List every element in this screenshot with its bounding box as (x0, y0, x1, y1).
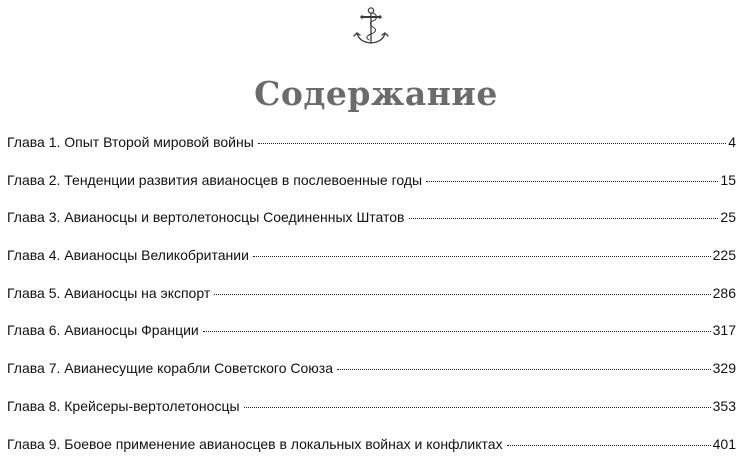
toc-entry-5[interactable] (7, 284, 736, 322)
toc-entry-label: Глава 6. Авианосцы Франции (7, 322, 199, 339)
dot-leader (337, 369, 711, 370)
toc-entry-page: 286 (712, 284, 736, 301)
dot-leader (258, 143, 726, 144)
toc-entry-label: Глава 4. Авианосцы Великобритании (7, 247, 249, 264)
dot-leader (253, 256, 711, 257)
toc-entry-page: 401 (712, 435, 736, 452)
toc-entry-3[interactable] (7, 208, 736, 246)
dot-leader (426, 181, 718, 182)
toc-entry-6[interactable] (7, 321, 736, 359)
toc-entry-1[interactable] (7, 133, 736, 171)
toc-entry-label: Глава 1. Опыт Второй мировой войны (7, 134, 254, 150)
toc-entry-page: 317 (712, 322, 736, 339)
toc-entry-page: 353 (712, 397, 736, 414)
toc-entry-2[interactable] (7, 171, 736, 209)
toc-entry-label: Глава 5. Авианосцы на экспорт (7, 284, 211, 301)
toc-entry-4[interactable] (7, 246, 736, 284)
toc-entry-page: 25 (720, 209, 736, 226)
dot-leader (214, 294, 710, 295)
table-of-contents (7, 133, 736, 472)
toc-entry-8[interactable] (7, 397, 736, 435)
dot-leader (203, 331, 711, 332)
dot-leader (507, 445, 711, 446)
toc-entry-page: 329 (712, 360, 736, 377)
dot-leader (409, 218, 719, 219)
toc-entry-page: 225 (712, 247, 736, 264)
toc-entry-label: Глава 9. Боевое применение авианосцев в локальных войнах и конфликтах (7, 435, 503, 452)
toc-entry-7[interactable] (7, 359, 736, 397)
toc-entry-label: Глава 3. Авианосцы и вертолетоносцы Соединенных Штатов (7, 209, 405, 226)
toc-entry-label: Глава 2. Тенденции развития авианосцев в послевоенные годы (7, 171, 423, 188)
anchor-icon (349, 6, 393, 48)
toc-entry-label: Глава 7. Авианесущие корабли Советского Союза (7, 360, 333, 377)
dot-leader (244, 407, 711, 408)
toc-entry-page: 15 (720, 171, 736, 188)
page-title: Содержание (254, 74, 498, 113)
toc-entry-label: Глава 8. Крейсеры-вертолетоносцы (7, 397, 240, 414)
toc-entry-page: 4 (728, 134, 736, 150)
toc-entry-9[interactable] (7, 435, 736, 472)
